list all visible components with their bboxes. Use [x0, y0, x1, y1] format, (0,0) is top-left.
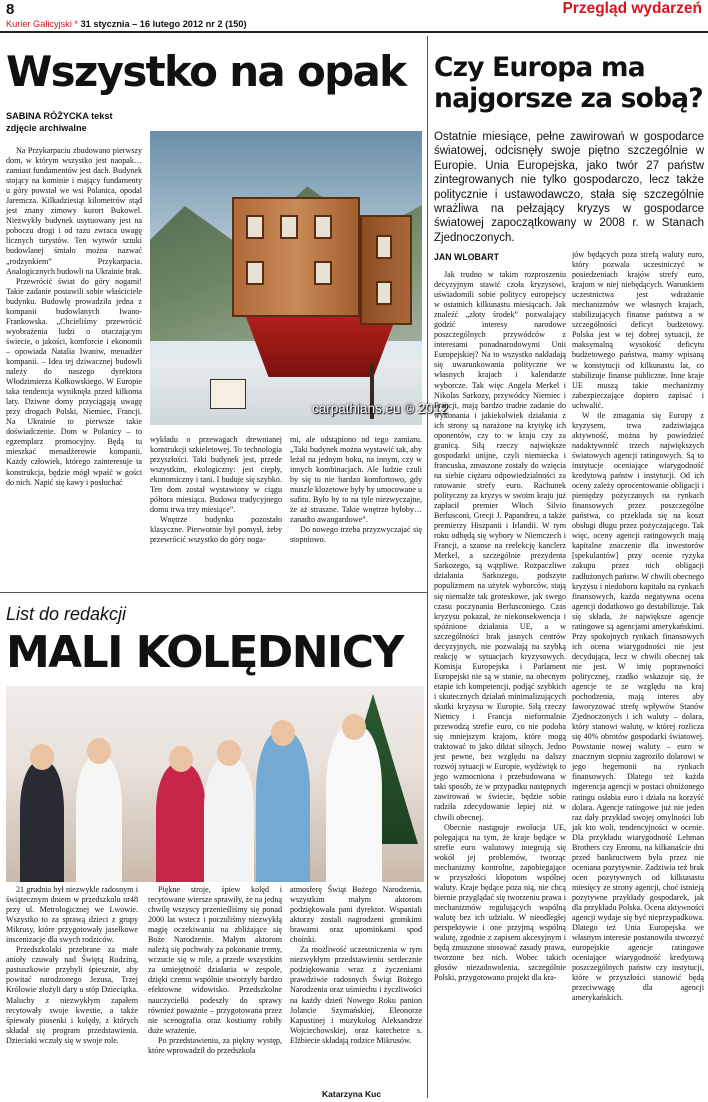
paragraph: Po przedstawieniu, za piękny występ, które wprowadził do przedszkola — [148, 1035, 282, 1055]
paragraph: Obecnie nastąpuje ewolucja UE, polegająca na tym, że kraje będące w strefie euro walutowy integrują się wokół jej problemów, tworząc mechanizmy kontrolne, zapobiegające w przyszłości kłopotom wspólnej waluty. Kraje będące poza nią, nie chcą biernie przyglądać się tworzeniu prawa i mechanizmów regulujących wspólną walutę bez ich udziału. W nieodległej perspektywie i one przyjmą wspólną walutę, zgodnie z zapisem akcesyjnym i będą zmuszone stosować zasady prawa, tworzone bez nich. Wobec takich głosów niezadowolenia, szczególnie Polski, przygotowano projekt dla kra- — [434, 822, 566, 983]
photo-credit: carpathians.eu © 2012 — [312, 401, 449, 416]
paragraph: mi, ale odstąpiono od tego zamiaru. „Taki budynek można wystawić tak, aby leżał na jednym boku, na innym, czy w innych kombinacjach. Ale ludzie czuli by się tu nie bardzo komfortowo, gdy muszle klozetowe były by umocowane u sufitu. Było by to na tyle niezwyczajne, że aż straszne. Takie wnętrze byłoby… zanadto awangardowe”. — [290, 435, 422, 525]
article1-column-3 — [290, 435, 422, 546]
letter-kicker: List do redakcji — [6, 604, 127, 624]
letter-column-3 — [290, 885, 422, 1046]
paragraph: jów będących poza strefą waluty euro, który pozwala uczestniczyć w posiedzeniach krajów strefy euro, krajom w niej niebędących. Warunkiem uczestnictwa jest wdrażanie mechanizmów we własnych krajach, stabilizujących finanse państwa a w szczególności deficyt budżetowy. Polska jest w tej dobrej sytuacji, że maksymalną wysokość deficytu budżetowego państwa, mamy wpisaną w konstytucji od kilkunastu lat, co stabilizuje finanse publiczne. Inne kraje UE muszą takie mechanizmy zabezpieczające dopiero zapisać i uchwalić. — [572, 250, 704, 410]
paragraph: Za możliwość uczestniczenia w tym niezwykłym przedstawieniu serdecznie podziękowania wraz z życzeniami prawdziwie radosnych Świąt Bożego Narodzenia oraz uśmiechu i życzliwości na każdy dzień Nowego Roku panion Jolancie Szymańskiej, Eleonorze Kapustinej i muzykolog Aleksandrze Wojciechowskiej, oraz katechetce s. Elżbiecie składają rodzice Mikrusów. — [290, 945, 422, 1045]
article1-byline-photo: zdjęcie archiwalne — [6, 122, 87, 133]
paragraph: Jak trudno w takim rozproszeniu decyzyjnym stawić czoła kryzysowi, uświadomili sobie politycy europejscy w ostatnich kilkunastu miesiącach. Jak znaleźć „złoty środek” pozwalający godzić interesy narodowe poszczególnych przywódców z interesami ponadnarodowymi Unii Europejskiej? Na to wszystko nakładają się uwarunkowania polityczne we własnych krajach i kalendarze wyborcze. Tak więc Angela Merkel i Nikolas Sarkozy, przywódcy Niemiec i Francji, mają bardzo trudne zadanie do wykonania i jakiekolwiek działania z ich strony są narażone na krytykę ich oponentów, czy to w kraju czy za granicą. Siłą rzeczy największe gospodarki unijne, czyli niemiecka i francuska, zmuszone zostały do wzięcia na siebie ciężaru odpowiedzialności za ratowanie strefy euro. Rachunek polityczny za kryzys w swoim kraju już zapłacił premier Włoch Silvio Berlusconi, Grecji J. Papandreu, a także premierzy Hiszpanii i Irlandii. W tym roku odbędą się wybory w Niemczech i Francji, a szanse na reelekcję kanclerz Merkel, a szczególnie prezydenta Sarkozego, są wątpliwe. Rozpaczliwe działania Sarkozego, podszyte populizmem na użytek wyborców, stają się niemalże tak groteskowe, jak swego czasu poczynania Berlusconiego. Czas kryzysu pokazał, że niekonsekwencja i spóźnione działania UE, a w szczególności brak jasnych centrów decyzyjnych, nie pozwalają na szybką reakcję w sytuacjach kryzysowych. Komisja Europejska i Parlament Europejski nie są w stanie, na obecnym etapie ich kompetencji, podjąć szybkich i skutecznych działań minimalizujących skutki kryzysu w Europie. Siłą rzeczy Niemcy i Francja nieformalnie przewodzą strefie euro, co nie podoba się mniejszym krajom, które mogą traktować to jako diktat silnych. Jedno jest pewne, bez względu na dalszy rozwój sytuacji w Europie, wydźwięk to jego wzmocniona i przebudowana w taki sposób, że w przypadku następnych zawirowań w świecie, będzie sobie radziła zdecydowanie lepiej niż w chwili obecnej. — [434, 270, 566, 822]
paragraph: 21 grudnia był niezwykle radosnym i świątecznym dniem w przedszkolu nr48 przy ul. Metrologicznej we Lwowie. Wszystko to za sprawą dzieci z grupy Mikrusy, które przygotowały jasełkowe inscenizacje dla swych rodziców. — [6, 885, 138, 945]
masthead-brand: Kurier Galicyjski — [6, 19, 72, 29]
letter-author: Katarzyna Kuc — [322, 1089, 382, 1099]
masthead — [6, 19, 247, 29]
paragraph: Wnętrze budynku pozostało klasyczne. Pierwotnie był pomysł, żeby przewrócić wszystko do góry noga- — [150, 515, 282, 545]
column-divider — [427, 36, 428, 1098]
paragraph: wykładu o przewagach drewnianej konstrukcji szkieletowej. To technologia przyszłości. Taki budynek jest, przede wszystkim, ekologiczny: jest ciepły, ekonomiczny i tani. I buduje się szybko. Ten dom został wystawiony w ciągu półtora miesiąca. Budowa tradycyjnego domu trwa trzy miesiące”. — [150, 435, 282, 515]
paragraph: Piękne stroje, śpiew kolęd i recytowane wiersze sprawiły, że na jedną chwilę wszyscy przenieśliśmy się ponad 2000 lat wstecz i poczuliśmy niezwykłą magię oczekiwania na zbliżające się Boże Narodzenie. Małym aktorom należą się pochwały za pokonanie tremy, wczucie się w role, a przede wszystkim za umiejętność działania w zespole, dzięki czemu wspólnie stworzyły bardzo efektowne widowisko. Przedszkolne nauczycielki podeszły do sprawy również poważnie – przygotowana przez nie scenografia oraz kostiumy robiły duże wrażenie. — [148, 885, 282, 1035]
masthead-star: * — [74, 19, 78, 29]
article2-byline: JAN WLOBART — [434, 252, 499, 262]
section-divider — [0, 592, 427, 593]
article2-lead: Ostatnie miesiące, pełne zawirowań w gospodarce światowej, odcisnęły swoje piętno szczególnie w Europie. Unia Europejska, jako twór 27 państw zintegrowanych nie tylko gospodarczo, lecz także politycznie i ustawodawczo, stała się szczególnie wrażliwa na pełzający kryzys w gospodarce światowej zapoczątkowany w 2008 r. w Stanach Zjednoczonych. — [434, 131, 704, 244]
letter-column-2 — [148, 885, 282, 1056]
article2-headline: Czy Europa ma najgorsze za sobą? — [434, 52, 703, 114]
section-title: Przegląd wydarzeń — [562, 0, 702, 17]
article2-column-2 — [572, 250, 704, 1004]
paragraph: W tle zmagania się Europy z kryzysem, trwa zadziwiająca aktywność, można by powiedzieć nadaktywność trzech największych światowych agencji ratingowych. Są to instytucje oceniające wiarygodność kredytową państw i instytucji. Od ich oceny zależy oprocentowanie obligacji i pieniędzy pożyczanych na rynkach finansowych przez poszczególne państwa, co przekłada się na koszt obsługi długu przez pożyczającego. Tak więc, oceny agencji ratingowych mają kapitalne znaczenie dla inwestorów [spekulantów] przy ocenie ryzyka zakupu przez nich obligacji zadłużonych państw. W chwili obecnego kryzysu i niedoboru kapitału na rynkach finansowych, każda negatywna ocena agencji dodatkowo go destabilizuje. Tak się składa, że największe agencje ratingowe są agencjami amerykańskimi. Przy spokojnych rynkach finansowych ich ocena wiarygodności nie jest decydująca, lecz w chwili obecnej tak nie jest. W imię poprawności politycznej, rzadko wskazuje się, że agencje te ze względu na kraj pochodzenia, mają interes aby faworyzować strefę wpływów Stanów Zjednoczonych i ich waluty – dolara, który stanowi walutę, w której rozlicza się 40% obrotów gospodarki światowej. Powstanie nowej waluty – euro w znacznym stopniu zagroziło dolarowi w jego hegemonii na rynkach finansowych. Dlatego też każda ingerencja agencji w postaci obniżonego ratingu osłabia euro i działa na korzyść dolara. Agencje ratingowe już nie jeden raz dały przykład swojej omylności lub jak kto woli, tendencyjności w ocenie. Dla przykładu wiarygodność Lehman Brothers czy Enronu, na kilkanaście dni przed bankructwem była przez nie oceniana pozytywnie. Zadziwia też brak ocen pozytywnych od kilkunastu miesięcy ze strony agencji, choć istnieją pozytywne przykłady gospodarek, jak dla przykładu Polska. Ocena aktywności agencji wydaje się być nieprzypadkowa. Dlatego też Unia Europejska we własnym interesie postanowiła stworzyć europejskie agencje ratingowe oceniające wiarygodność kredytową poszczególnych państw czy instytucji, które w przyszłości stanowić będą przeciwwagę dla agencji amerykańskich. — [572, 410, 705, 1003]
masthead-issue: 31 stycznia – 16 lutego 2012 nr 2 (150) — [80, 19, 247, 29]
paragraph: Do nowego trzeba przyzwyczajać się stopniowo. — [290, 525, 422, 545]
article1-byline-author: SABINA RÓŻYCKA tekst — [6, 111, 113, 121]
nativity-play-photo — [6, 686, 424, 882]
page-number: 8 — [6, 1, 15, 18]
article1-byline — [6, 111, 146, 134]
article2-column-1 — [434, 270, 566, 983]
article1-column-2 — [150, 435, 282, 546]
letter-column-1 — [6, 885, 138, 1046]
article1-headline: Wszystko na opak — [6, 47, 406, 96]
paragraph: Na Przykarpaciu zbudowano pierwszy dom, w którym wszystko jest naopak… zamiast fundamentów jest dach. Budynek stojący na kominie i mający fundamenty u góry powstał we wsi Polanica, opodal Jaremcza. Kilkadziesiąt kilometrów stąd jest znany zimowy kurort Bukowel. Niezwykły budynek usytuowany jest na poboczu drogi i od razu zwraca uwagę licznych turystów. Ten wytwór sztuki budowlanej śmiało można nazwać „rodzynkiem” Przykarpacia. Analogicznych budowli na Ukrainie brak. — [6, 146, 142, 276]
paragraph: atmosferę Świąt Bożego Narodzenia, wszystkim małym aktorom podziękowała pani dyrektor. Wspaniali aktorzy zostali nagrodzeni gromkimi brawami oraz upominkami spod choinki. — [290, 885, 422, 945]
paragraph: Przedszkolaki przebrane za małe anioły czuwały nad Świętą Rodziną, pastuszkowie przybyli śpiesznie, aby powitać narodzonego Jezusa, Trzej Królowie złożyli dary u stóp Dzieciątka. Maluchy z niezwykłym zapałem recytowały swoje kwestie, a także śpiewały piosenki i kolędy, z których składał się program przedstawienia. Dzieciaki wczuły się w swoje role. — [6, 945, 138, 1045]
paragraph: Przewrócić świat do góry nogami! Takie zadanie postawili sobie właściciele budynku. Budowlę prowadziła jedna z kompanii budowlanych Iwano-Frankowska. „Chcieliśmy przewrócić wyobrażenia ludzi o otaczającym świecie, o jakości, komforcie i ekonomii – opowiada Natalia Iwaniw, menadżer kompanii. – Idea tej dziwacznej budowli należy do naszego dyrektora Włodzimierza Kołkowskiego. W Europie taka tendencja wyniknęła przed kilkoma laty. Dziwne domy przyciągają uwagę przy drogach Polski, Niemiec, Francji. Na Ukrainie to pierwsze takie doświadczenie. Dom w Polanicy – to egzemplarz promocyjny. Będą tu mieszkać menadżerowie kompanii. Każdy człowiek, którego zainteresuje ta konstrukcja, będzie mógł wpaść w gości do nich. Napić się kawy i posłuchać — [6, 276, 142, 487]
upside-down-house-photo — [150, 131, 422, 425]
article1-column-1 — [6, 146, 142, 488]
letter-headline: MALI KOLĘDNICY — [6, 627, 403, 678]
top-rule — [0, 31, 708, 33]
